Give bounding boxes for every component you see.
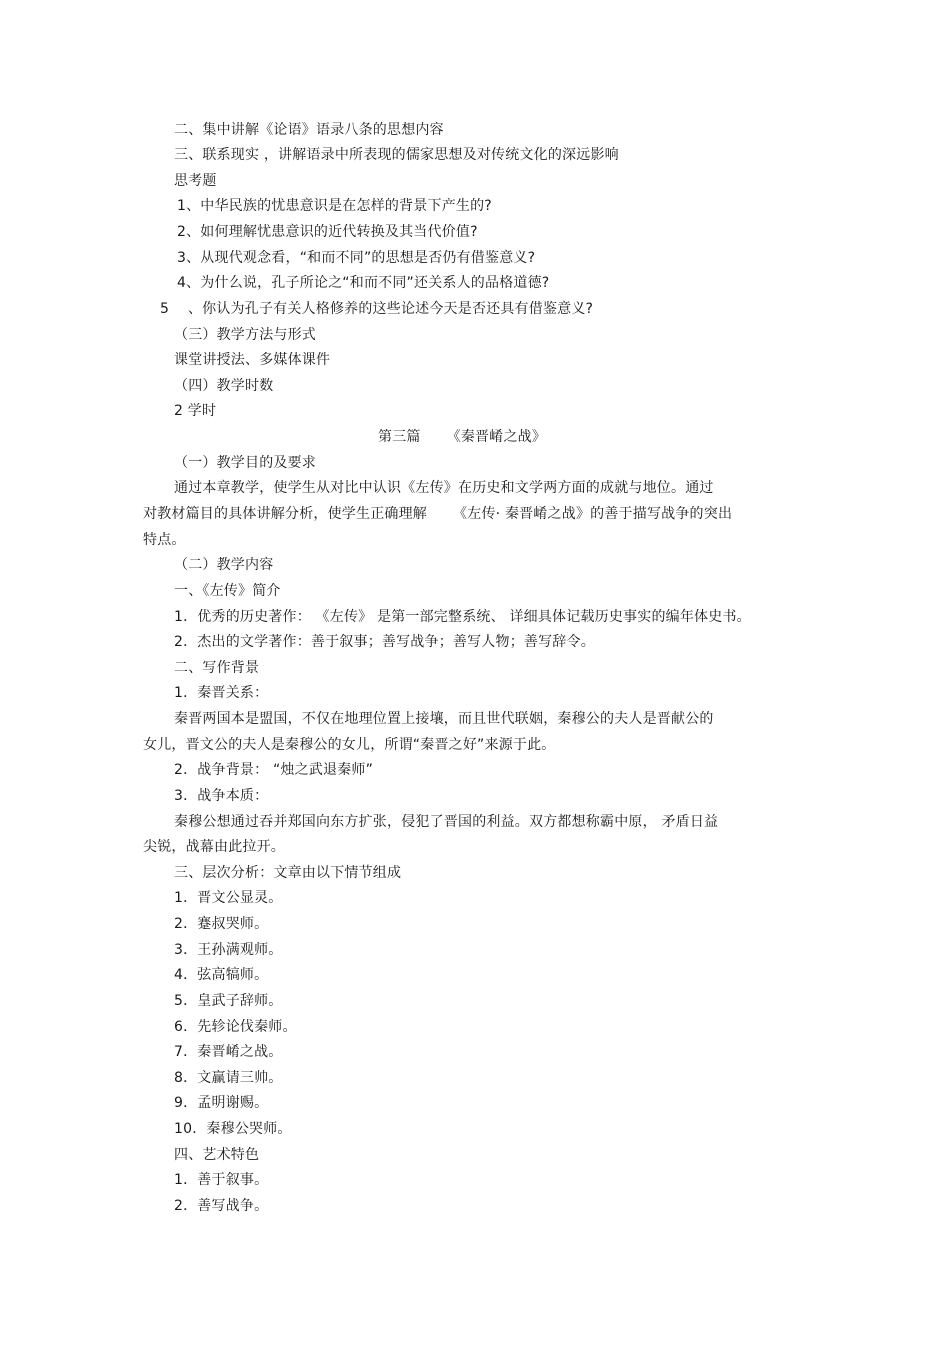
section-heading: （三）教学方法与形式 <box>174 327 316 343</box>
text-line: 4、为什么说，孔子所论之“和而不同”还关系人的品格道德? <box>177 275 550 291</box>
paragraph-line: 特点。 <box>143 532 186 548</box>
chapter-title: 第三篇 《秦晋崤之战》 <box>378 429 547 445</box>
paragraph-line: 秦穆公想通过吞并郑国向东方扩张，侵犯了晋国的利益。双方都想称霸中原， 矛盾日益 <box>174 814 719 830</box>
text-line: 思考题 <box>174 173 217 189</box>
text-line: 2．战争背景： “烛之武退秦师” <box>174 762 374 778</box>
text-line: 三、联系现实 ，讲解语录中所表现的儒家思想及对传统文化的深远影响 <box>174 147 619 163</box>
text-line: 1．优秀的历史著作： 《左传》 是第一部完整系统、 详细具体记载历史事实的编年体史书。 <box>174 609 751 625</box>
text-line: 2 学时 <box>174 403 217 419</box>
section-heading: （二）教学内容 <box>174 557 274 573</box>
text-line: 二、写作背景 <box>174 660 260 676</box>
text-line: 二、集中讲解《论语》语录八条的思想内容 <box>174 122 444 138</box>
list-item: 10．秦穆公哭师。 <box>174 1121 292 1137</box>
paragraph-line: 尖锐，战幕由此拉开。 <box>143 839 285 855</box>
list-item: 7．秦晋崤之战。 <box>174 1044 283 1060</box>
list-item: 4．弦高犒师。 <box>174 967 269 983</box>
section-heading: （四）教学时数 <box>174 378 274 394</box>
text-line: 2．杰出的文学著作：善于叙事；善写战争；善写人物；善写辞令。 <box>174 634 595 650</box>
list-item: 2．善写战争。 <box>174 1198 269 1214</box>
text-line: 3．战争本质： <box>174 788 269 804</box>
text-line: 一、《左传》简介 <box>174 583 281 599</box>
paragraph-line: 通过本章教学，使学生从对比中认识《左传》在历史和文学两方面的成就与地位。通过 <box>174 480 714 496</box>
list-item: 3．王孙满观师。 <box>174 942 283 958</box>
section-heading: （一）教学目的及要求 <box>174 455 316 471</box>
list-item: 1．善于叙事。 <box>174 1172 269 1188</box>
text-line: 5 、你认为孔子有关人格修养的这些论述今天是否还具有借鉴意义? <box>160 301 594 317</box>
text-line: 三、层次分析：文章由以下情节组成 <box>174 865 402 881</box>
list-item: 6．先轸论伐秦师。 <box>174 1019 297 1035</box>
text-line: 2、如何理解忧患意识的近代转换及其当代价值? <box>177 224 478 240</box>
text-line: 3、从现代观念看，“和而不同”的思想是否仍有借鉴意义? <box>177 250 536 266</box>
paragraph-line: 女儿，晋文公的夫人是秦穆公的女儿，所谓“秦晋之好”来源于此。 <box>143 737 556 753</box>
list-item: 5．皇武子辞师。 <box>174 993 283 1009</box>
text-line: 四、艺术特色 <box>174 1147 260 1163</box>
list-item: 2．蹇叔哭师。 <box>174 916 269 932</box>
list-item: 1．晋文公显灵。 <box>174 890 283 906</box>
text-line: 课堂讲授法、多媒体课件 <box>174 352 331 368</box>
paragraph-line: 秦晋两国本是盟国，不仅在地理位置上接壤，而且世代联姻，秦穆公的夫人是晋献公的 <box>174 711 714 727</box>
list-item: 8．文赢请三帅。 <box>174 1070 283 1086</box>
paragraph-line: 对教材篇目的具体讲解分析，使学生正确理解 《左传· 秦晋崤之战》的善于描写战争的突出 <box>143 506 733 522</box>
text-line: 1．秦晋关系： <box>174 685 269 701</box>
text-line: 1、中华民族的忧患意识是在怎样的背景下产生的? <box>177 198 492 214</box>
list-item: 9．孟明谢赐。 <box>174 1095 269 1111</box>
